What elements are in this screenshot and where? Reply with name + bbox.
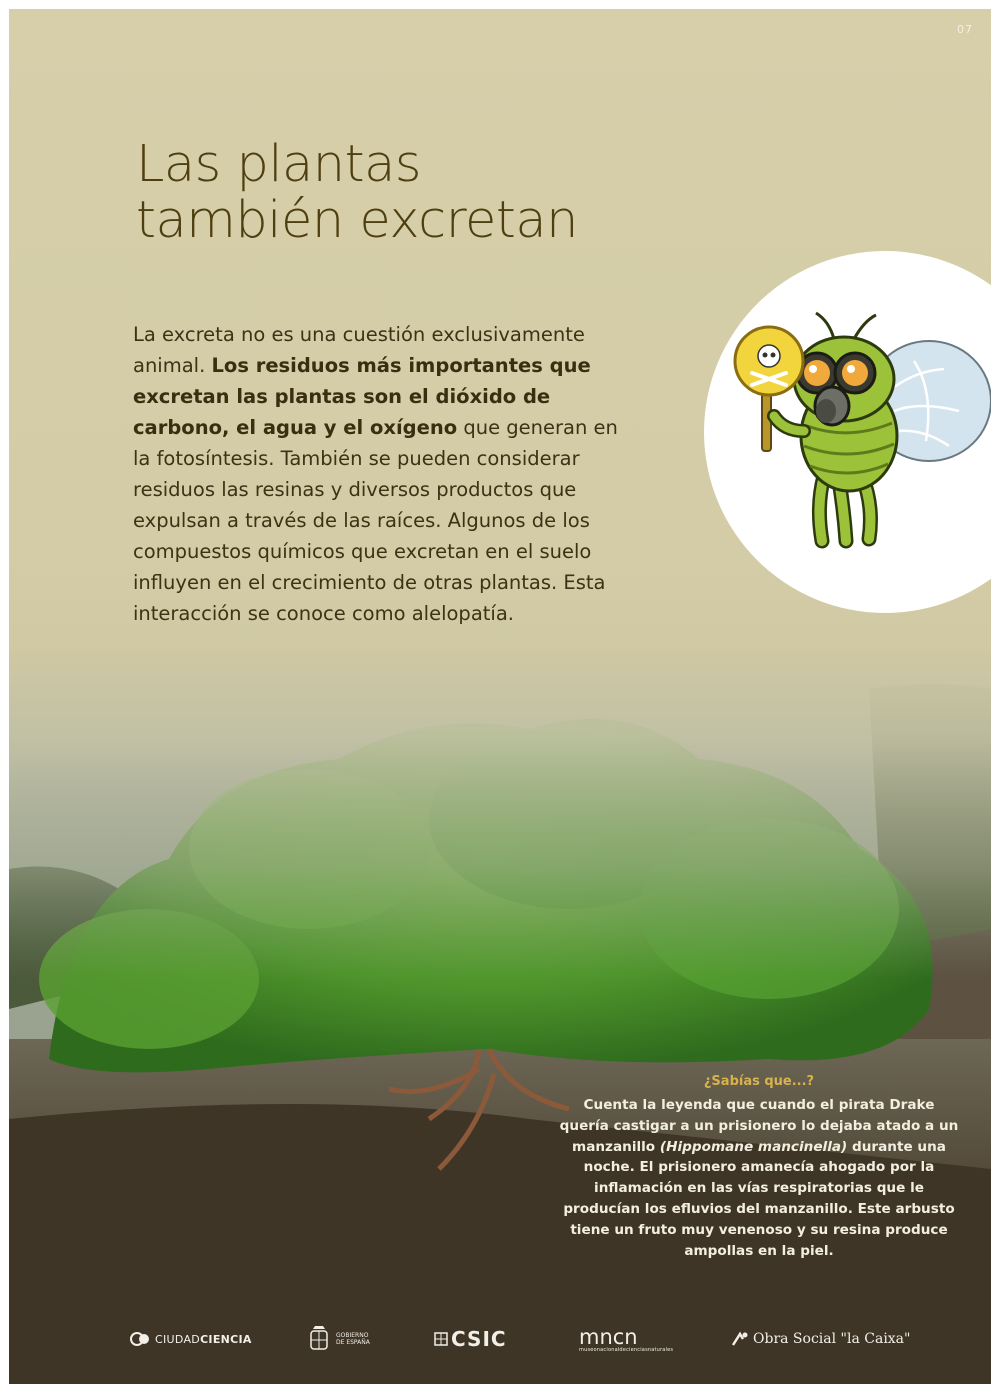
gobierno-logo (307, 1319, 370, 1359)
ciudadciencia-text-a: CIUDAD (155, 1332, 201, 1346)
gobierno-line-1: GOBIERNO (336, 1332, 369, 1339)
title-line-1: Las plantas (136, 135, 421, 194)
page-title (136, 137, 578, 249)
poster (9, 9, 991, 1384)
fact-text-after: durante una noche. El prisionero amanecía ahogado por la inflamación en las vías respiratorias que le producían los efluvios del manzanillo. Este arbusto tiene un fruto muy venenoso y su resina produce ampollas en la piel. (563, 1138, 955, 1259)
mncn-text: mncn (579, 1325, 638, 1349)
caixa-text: Obra Social "la Caixa" (753, 1331, 911, 1347)
csic-mark-icon (434, 1332, 448, 1346)
sponsor-logos (9, 1319, 991, 1359)
fact-text (559, 1095, 959, 1261)
csic-text: CSIC (451, 1327, 507, 1351)
intro-text-2: que generan en la fotosíntesis. También se pueden considerar residuos las resinas y diversos productos que expulsan a través de las raíces. Algunos de los compuestos químicos que excretan en el suelo influyen en el crecimiento de otras plantas. Esta interacción se conoce como alelopatía. (133, 416, 618, 625)
fact-title: ¿Sabías que...? (703, 1074, 815, 1089)
csic-logo (434, 1319, 507, 1359)
coat-of-arms-icon (307, 1325, 331, 1353)
mascot-circle (704, 251, 991, 613)
ciudadciencia-logo (129, 1319, 252, 1359)
intro-bold-text: Los residuos más importantes que excretan las plantas son el dióxido de carbono, el agua y el oxígeno (133, 354, 591, 439)
intro-paragraph (133, 319, 623, 629)
mncn-logo (579, 1319, 673, 1359)
species-name: (Hippomane mancinella) (659, 1138, 848, 1155)
caixa-star-icon (731, 1331, 749, 1347)
page-number: 07 (957, 23, 973, 36)
gobierno-line-2: DE ESPAÑA (336, 1339, 370, 1346)
ciudadciencia-text-b: CIENCIA (200, 1332, 252, 1346)
fact-text-before: Cuenta la leyenda que cuando el pirata Drake quería castigar a un prisionero lo dejaba atado a un manzanillo (559, 1097, 959, 1155)
mncn-subtext: museonacionaldecienciasnaturales (579, 1347, 674, 1353)
fly-mascot-icon (704, 251, 991, 613)
ciudadciencia-mark-icon (129, 1330, 151, 1348)
manchineel-tree-photo (9, 649, 991, 1384)
title-line-2: también excretan (136, 191, 578, 250)
intro-text-1: La excreta no es una cuestión exclusivamente animal. (133, 323, 585, 377)
caixa-logo (731, 1319, 910, 1359)
did-you-know-box (559, 1074, 959, 1261)
